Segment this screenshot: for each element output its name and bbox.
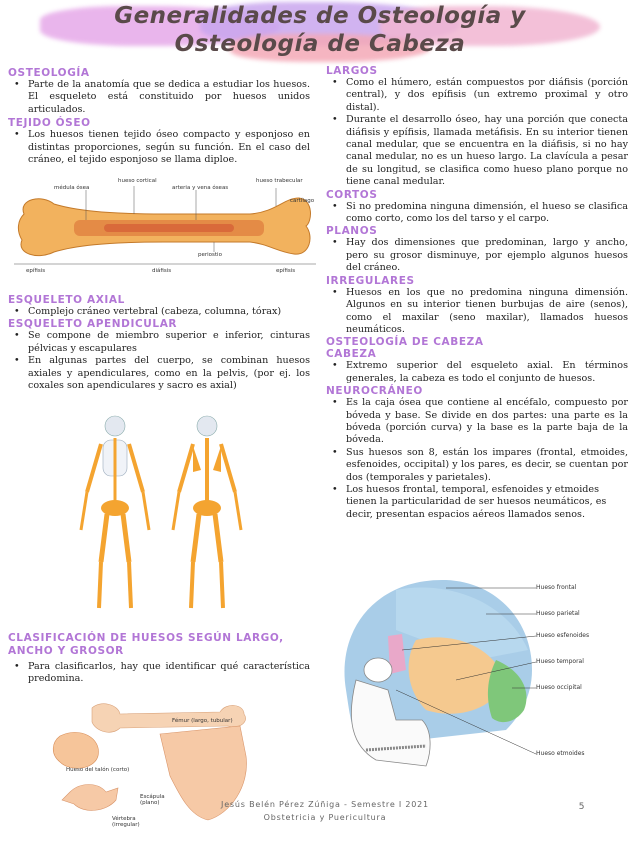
label-parietal: Hueso parietal (536, 610, 580, 617)
label-diafisis: diáfisis (152, 268, 172, 274)
long-bone-figure (14, 174, 316, 278)
label-arteria: arteria y vena óseas (172, 185, 229, 191)
heading-cortos: CORTOS (326, 188, 378, 201)
label-epifisis-right: epífisis (276, 268, 296, 274)
skeleton-illustration (75, 412, 275, 622)
footer-course: Obstetricia y Puericultura (263, 813, 387, 822)
skeleton-back (173, 416, 241, 608)
label-occipital: Hueso occipital (536, 684, 582, 691)
left-column-2 (8, 294, 310, 392)
label-vertebra: Vértebra (irregular) (112, 816, 140, 828)
label-periostio: periostio (198, 252, 222, 258)
label-frontal: Hueso frontal (536, 584, 577, 591)
list-item: • Como el húmero, están compuestos por diáfisis (porción central), y dos epífisis (un extremo proximal y otro distal). (346, 77, 628, 114)
heading-ost-cabeza: OSTEOLOGÍA DE CABEZA (326, 336, 484, 349)
label-cortical: hueso cortical (118, 178, 157, 184)
list-item: • Es la caja ósea que contiene al encéfalo, compuesto por bóveda y base. Se divide en dos partes: una parte es la bóveda (porción curva) y la base es la parte baja de la bóveda. (346, 397, 628, 447)
footer (220, 800, 430, 822)
heading-axial: ESQUELETO AXIAL (8, 294, 125, 306)
skull-figure (336, 570, 636, 770)
heading-neurocraneo: NEUROCRÁNEO (326, 385, 423, 398)
heading-apendicular: ESQUELETO APENDICULAR (8, 318, 178, 331)
list-item: • En algunas partes del cuerpo, se combinan huesos axiales y apendiculares, como en la pelvis, (por ej. los coxales son apendiculares y sacro es axial) (28, 355, 310, 392)
list-item: • Los huesos frontal, temporal, esfenoides y etmoides tienen la particularidad de ser huesos neumáticos, es decir, presentan espacios aéreos llamados senos. (346, 484, 628, 521)
heading-osteologia: OSTEOLOGÍA (8, 67, 90, 79)
left-column-3 (8, 632, 310, 686)
label-epifisis-left: epífisis (26, 268, 46, 274)
heading-largos: LARGOS (326, 65, 378, 77)
list-item: • Se compone de miembro superior e inferior, cinturas pélvicas y escapulares (28, 330, 310, 355)
label-cartilago: cartílago (290, 198, 315, 204)
list-item: • Durante el desarrollo óseo, hay una porción que conecta diáfisis y epífisis, llamada metáfisis. En su interior tienen canal medular, que se encuentra en la diáfisis, si no hay canal medular, no es un hueso largo. La clavícula a pesar de su longitud, se clasifica como hueso plano porque no tiene canal medular. (346, 114, 628, 188)
list-item: • Huesos en los que no predomina ninguna dimensión. Algunos en su interior tienen burbujas de aire (senos), como el maxilar (seno maxilar), llamados huesos neumáticos. (346, 287, 628, 337)
page-number: 5 (578, 802, 586, 812)
page-title: Generalidades de Osteología y Osteología de Cabeza (114, 3, 526, 57)
heading-cabeza: CABEZA (326, 348, 377, 361)
skeleton-front (81, 416, 149, 608)
label-etmoides: Hueso etmoides (536, 750, 585, 757)
list-item: • Hay dos dimensiones que predominan, largo y ancho, pero su grosor disminuye, por ejemplo algunos huesos del cráneo. (346, 237, 628, 274)
label-femur: Fémur (largo, tubular) (172, 718, 233, 724)
footer-author: Jesús Belén Pérez Zúñiga - Semestre I 2021 (221, 800, 429, 809)
skull-illustration (336, 570, 536, 770)
label-temporal: Hueso temporal (536, 658, 584, 665)
skeleton-figures (75, 412, 275, 622)
heading-irregulares: IRREGULARES (326, 274, 415, 287)
label-trabecular: hueso trabecular (256, 178, 303, 184)
bone-classification-figure (40, 696, 255, 846)
label-medula: médula ósea (54, 185, 90, 191)
title-banner (0, 0, 636, 66)
label-esfenoides: Hueso esfenoides (536, 632, 590, 639)
heading-clasificacion: CLASIFICACIÓN DE HUESOS SEGÚN LARGO, ANCHO Y GROSOR (8, 632, 284, 657)
list-item: • Para clasificarlos, hay que identificar qué característica predomina. (28, 661, 310, 686)
right-column (326, 65, 628, 521)
list-item: • Si no predomina ninguna dimensión, el hueso se clasifica como corto, como los del tarso y el carpo. (346, 201, 628, 226)
left-column (8, 67, 310, 166)
label-escapula: Escápula (plano) (140, 794, 165, 806)
label-talon: Hueso del talón (corto) (66, 767, 130, 773)
list-item: • Parte de la anatomía que se dedica a estudiar los huesos. El esqueleto está constituido por huesos unidos articulados. (28, 79, 310, 116)
list-item: • Extremo superior del esqueleto axial. En términos generales, la cabeza es todo el conjunto de huesos. (346, 360, 628, 385)
heading-planos: PLANOS (326, 225, 378, 238)
list-item: • Complejo cráneo vertebral (cabeza, columna, tórax) (28, 306, 310, 318)
list-item: • Sus huesos son 8, están los impares (frontal, etmoides, esfenoides, occipital) y los pares, es decir, se cuentan por dos (temporales y parietales). (346, 447, 628, 484)
heading-tejido: TEJIDO ÓSEO (8, 117, 91, 130)
list-item: • Los huesos tienen tejido óseo compacto y esponjoso en distintas proporciones, según su función. En el caso del cráneo, el tejido esponjoso se llama diploe. (28, 129, 310, 166)
